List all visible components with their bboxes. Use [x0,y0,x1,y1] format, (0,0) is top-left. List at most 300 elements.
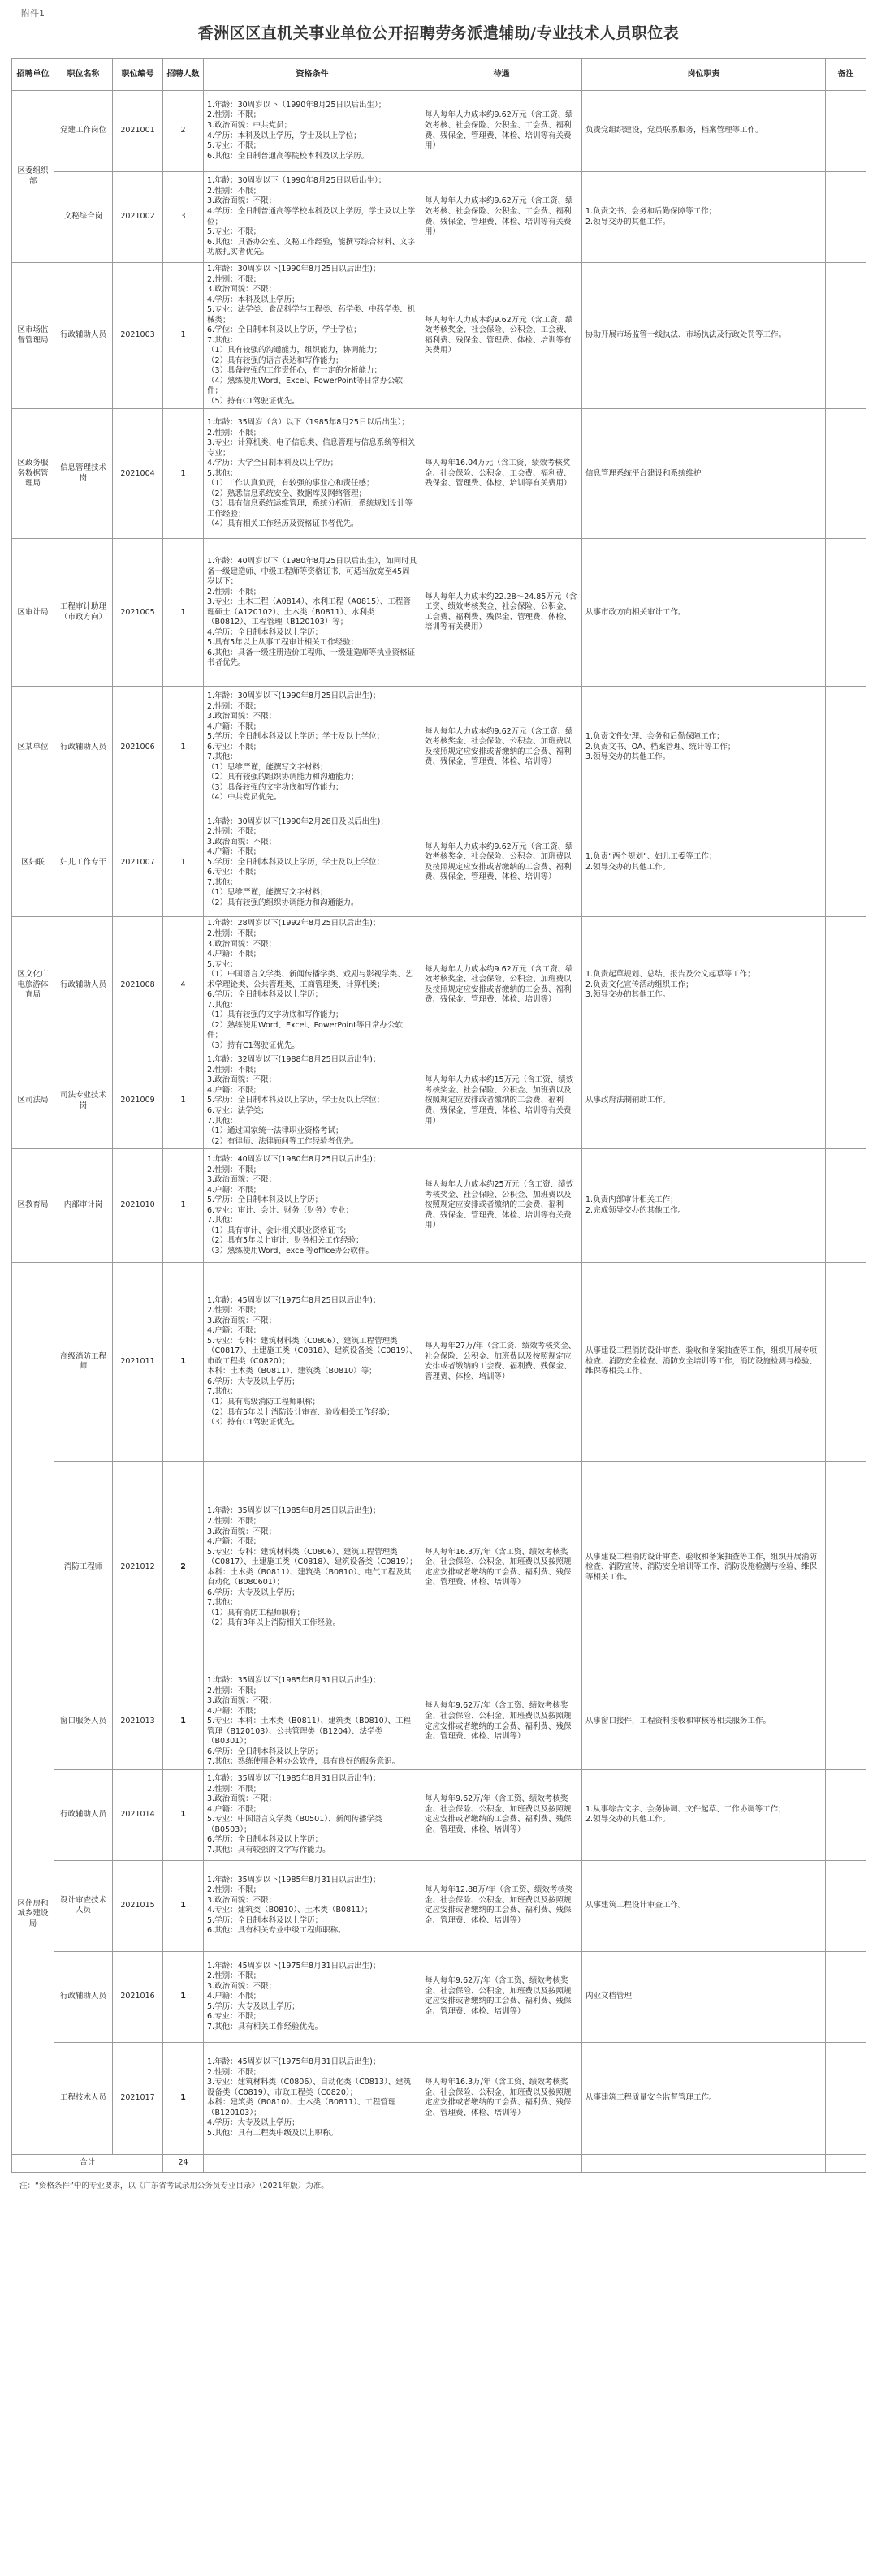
salary-cell: 每人每年12.88万/年（含工资、绩效考核奖金、社会保险、公积金、加班费以及按照规定应安排或者缴纳的工会费、福利费、残保金、管理费、体检、培训等） [421,1860,582,1951]
requirement-line: （1）具有较强的沟通能力，组织能力，协调能力； [207,346,382,355]
attachment-label: 附件1 [21,8,45,19]
requirement-line: 1.年龄：35周岁以下(1985年8月31日以后出生)； [207,1774,381,1784]
requirements-cell [204,1263,421,1462]
empty-cell [204,2154,421,2172]
requirement-line: （2）具有3年以上消防相关工作经验。 [207,1618,341,1628]
duties-cell [582,917,826,1053]
salary-cell: 每人每年16.3万/年（含工资、绩效考核奖金、社会保险、公积金、加班费以及按照规定应安排或者缴纳的工会费、福利费、残保金、管理费、体检、培训等） [421,1462,582,1674]
requirement-line: 7.其他： [207,335,238,345]
requirement-line: 2.性别：不限； [207,2067,261,2077]
requirement-line: 6.学历：大专及以上学历； [207,1376,300,1386]
duty-line: 从事建筑工程质量安全监督管理工作。 [585,2093,717,2103]
requirement-line: 2.性别：不限； [207,1306,261,1316]
salary-cell: 每人每年人力成本约9.62万元（含工资、绩效考核奖金、社会保险、公积金、加班费以及按照规定应安排或者缴纳的工会费、福利费、残保金、管理费、体检、培训等） [421,687,582,808]
requirement-line: （2）熟练使用Word、Excel、PowerPoint等日常办公软件； [207,1020,403,1040]
duty-line: 1.负责“两个规划”、妇儿工委等工作； [585,852,717,862]
duty-line: 1.负责文书、会务和后勤保障等工作； [585,206,717,216]
requirement-line: （3）具备较强的文字功底和写作能力； [207,782,343,792]
requirement-line: 4.户籍：不限； [207,1085,261,1095]
salary-cell: 每人每年人力成本约9.62万元（含工资、绩效考核、社会保险、公积金、工会费、福利费、残保金、管理费、体检、培训等有关费用） [421,91,582,172]
requirement-line: （1）具有高级消防工程师职称； [207,1397,321,1406]
remarks-cell [826,539,866,687]
remarks-cell [826,1674,866,1770]
unit-cell: 区政务服务数据管理局 [12,409,54,539]
position-code: 2021003 [113,263,163,409]
duty-line: 3.领导交办的其他工作。 [585,752,671,762]
salary-cell: 每人每年16.04万元（含工资、绩效考核奖金、社会保险、公积金、工会费、福利费、残保金、管理费、体检、培训等有关费用） [421,409,582,539]
requirement-line: 1.年龄：30周岁以下(1990年8月25日以后出生)； [207,265,381,274]
requirements-cell [204,263,421,409]
table-row [12,409,866,539]
requirement-line: 4.户籍：不限； [207,1537,261,1547]
page-title: 香洲区区直机关事业单位公开招聘劳务派遣辅助/专业技术人员职位表 [197,24,680,42]
requirements-cell [204,917,421,1053]
empty-cell [826,2154,866,2172]
requirement-line: 2.性别：不限； [207,1686,261,1695]
requirement-line: （2）有律师、法律顾问等工作经验者优先。 [207,1136,359,1146]
unit-cell: 区司法局 [12,1053,54,1149]
empty-cell [582,2154,826,2172]
requirement-line: 6.学位：全日制本科及以上学历，学士学位； [207,325,361,335]
requirement-line: 3.政治面貌：不限； [207,1527,277,1536]
position-count: 1 [163,1860,204,1951]
salary-cell: 每人每年16.3万/年（含工资、绩效考核奖金、社会保险、公积金、加班费以及按照规定应安排或者缴纳的工会费、福利费、残保金、管理费、体检、培训等） [421,2042,582,2154]
requirement-line: （1）具有较强的文字功底和写作能力； [207,1010,343,1020]
position-code: 2021007 [113,808,163,917]
requirement-line: 7.其他： [207,1000,238,1010]
requirement-line: 3.政治面貌：不限； [207,196,277,206]
requirement-line: 1.年龄：32周岁以下(1988年8月25日以后出生)； [207,1055,381,1065]
position-count: 1 [163,2042,204,2154]
position-title: 高级消防工程师 [54,1263,113,1462]
position-count: 4 [163,917,204,1053]
duty-line: 内业文档管理 [585,1992,633,2001]
requirements-cell [204,1462,421,1674]
position-code: 2021011 [113,1263,163,1462]
requirement-line: 7.其他： [207,877,238,887]
requirement-line: 4.户籍：不限； [207,722,261,731]
position-code: 2021006 [113,687,163,808]
requirement-line: 7.其他： [207,752,238,762]
duty-line: 1.从事综合文字、会务协调、文件起草、工作协调等工作； [585,1804,786,1814]
remarks-cell [826,1053,866,1149]
table-row [12,1860,866,1951]
position-title: 党建工作岗位 [54,91,113,172]
header-count: 招聘人数 [163,59,204,91]
requirement-line: 7.其他： [207,1598,238,1608]
position-title: 行政辅助人员 [54,1769,113,1860]
requirement-line: 1.年龄：35周岁以下(1985年8月31日以后出生)； [207,1676,381,1686]
duty-line: 从事建设工程消防设计审查、验收和备案抽查等工作，组织开展专项检查、消防安全检查、消防安全培训等工作，消防设施检测与检验、维保等相关工作。 [585,1346,818,1376]
position-code: 2021010 [113,1149,163,1263]
requirement-line: 4.学历：全日制普通高等学校本科及以上学历，学士及以上学位； [207,206,416,226]
requirement-line: 7.其他：具有较强的文字写作能力。 [207,1846,330,1854]
duty-line: 从事建筑工程设计审查工作。 [585,1901,686,1910]
requirement-line: 5.其他：具有工程类中级及以上职称。 [207,2129,339,2138]
requirement-line: 5.专业：本科：土木类（B0811）、建筑类（B0810）、工程管理（B120103）、公共管理类（B1204）、法学类（B0301）； [207,1717,411,1747]
requirement-line: 6.其他：全日制普通高等院校本科及以上学历。 [207,151,369,161]
table-row [12,687,866,808]
duties-cell [582,1053,826,1149]
duty-line: 2.领导交办的其他工作。 [585,1815,671,1824]
duties-cell [582,1674,826,1770]
requirement-line: 1.年龄：35周岁（含）以下（1985年8月25日以后出生）； [207,418,409,428]
duty-line: 负责党组织建设，党员联系服务，档案管理等工作。 [585,126,763,136]
duties-cell [582,1860,826,1951]
requirement-line: 3.政治面貌：不限； [207,1895,277,1905]
requirement-line: （4）熟练使用Word、Excel、PowerPoint等日常办公软件； [207,376,403,396]
unit-cell: 区教育局 [12,1149,54,1263]
position-count: 1 [163,409,204,539]
requirement-line: 2.性别：不限； [207,274,261,284]
requirements-cell [204,409,421,539]
position-title: 内部审计岗 [54,1149,113,1263]
duty-line: 信息管理系统平台建设和系统维护 [585,468,702,478]
requirement-line: 1.年龄：45周岁以下(1975年8月31日以后出生)； [207,2057,381,2067]
requirement-line: 5.学历：大专及以上学历； [207,2001,300,2011]
position-code: 2021015 [113,1860,163,1951]
requirement-line: 3.政治面貌：不限； [207,1981,277,1991]
requirements-cell [204,687,421,808]
position-count: 1 [163,1951,204,2042]
requirement-line: 1.年龄：30周岁以下（1990年8月25日以后出生）； [207,176,387,186]
position-title: 设计审查技术人员 [54,1860,113,1951]
requirement-line: 5.其他： [207,468,238,478]
requirement-line: 1.年龄：35周岁以下(1985年8月25日以后出生)； [207,1506,381,1516]
requirements-cell [204,1769,421,1860]
salary-cell: 每人每年人力成本约9.62万元（含工资、绩效考核、社会保险、公积金、工会费、福利费、残保金、管理费、体检、培训等有关费用） [421,172,582,263]
position-count: 1 [163,808,204,917]
requirement-line: 1.年龄：30周岁以下(1990年8月25日以后出生)； [207,691,381,701]
position-title: 行政辅助人员 [54,917,113,1053]
requirement-line: 4.户籍：不限； [207,950,261,959]
requirement-line: （1）通过国家统一法律职业资格考试； [207,1126,343,1136]
position-code: 2021001 [113,91,163,172]
requirement-line: （3）具备较强的工作责任心，有一定的分析能力； [207,366,382,376]
requirement-line: 4.学历：全日制本科及以上学历； [207,627,323,637]
requirement-line: 6.学历：全日制本科及以上学历； [207,1835,323,1845]
requirement-line: 5.专业：不限； [207,227,261,237]
requirement-line: 5.专业：专科：建筑材料类（C0806）、建筑工程管理类（C0817）、土建施工类（C0818）、建筑设备类（C0819）、市政工程类（C0820）； [207,1336,417,1366]
total-count: 24 [163,2154,204,2172]
position-count: 1 [163,1263,204,1462]
position-title: 文秘综合岗 [54,172,113,263]
empty-cell [421,2154,582,2172]
requirement-line: （3）持有C1驾驶证优先。 [207,1040,300,1050]
requirement-line: （3）具有信息系统运维管理，系统分析师，系统规划设计等工作经验； [207,499,413,519]
requirement-line: 3.专业：计算机类、电子信息类、信息管理与信息系统等相关专业； [207,438,416,458]
table-row [12,172,866,263]
requirement-line: 4.户籍：不限； [207,1706,261,1716]
requirement-line: 6.专业：不限； [207,742,261,752]
position-code: 2021005 [113,539,163,687]
requirement-line: 5.学历：全日制本科及以上学历，学士及以上学位； [207,857,385,867]
position-title: 行政辅助人员 [54,263,113,409]
salary-cell: 每人每年人力成本约15万元（含工资、绩效考核奖金、社会保险、公积金、加班费以及按照规定应安排或者缴纳的工会费、福利费、残保金、管理费、体检、培训等有关费用） [421,1053,582,1149]
requirement-line: 4.学历：大专及以上学历； [207,2118,300,2128]
requirement-line: 2.性别：不限； [207,110,261,120]
duty-line: 从事窗口接件，工程资料接收和审核等相关服务工作。 [585,1717,771,1726]
position-code: 2021012 [113,1462,163,1674]
requirement-line: 5.学历：全日制本科及以上学历，学士及以上学位； [207,1096,385,1105]
position-title: 窗口服务人员 [54,1674,113,1770]
remarks-cell [826,1951,866,2042]
position-count: 1 [163,1769,204,1860]
requirement-line: 2.性别：不限； [207,1885,261,1895]
requirement-line: 3.政治面貌：不限； [207,939,277,949]
position-count: 2 [163,91,204,172]
table-row [12,1149,866,1263]
duty-line: 2.完成领导交办的其他工作。 [585,1205,686,1215]
requirement-line: 1.年龄：35周岁以下(1985年8月31日以后出生)； [207,1875,381,1885]
duties-cell [582,263,826,409]
requirements-cell [204,2042,421,2154]
requirement-line: 6.专业：不限； [207,868,261,877]
duties-cell [582,409,826,539]
position-count: 1 [163,1674,204,1770]
requirement-line: 4.户籍：不限； [207,1185,261,1195]
position-title: 妇儿工作专干 [54,808,113,917]
remarks-cell [826,808,866,917]
position-code: 2021014 [113,1769,163,1860]
requirement-line: 3.政治面貌：不限； [207,1075,277,1085]
table-row [12,539,866,687]
requirement-line: 3.政治面貌：不限； [207,285,277,295]
requirement-line: 7.其他： [207,1116,238,1126]
duty-line: 从事建设工程消防设计审查、验收和备案抽查等工作，组织开展消防检查、消防宣传、消防安全培训等工作，消防设施检测与检验、维保等相关工作。 [585,1552,818,1582]
requirement-line: 3.政治面貌：不限； [207,1794,277,1804]
position-count: 1 [163,263,204,409]
position-code: 2021004 [113,409,163,539]
requirement-line: （1）思维严谨，能撰写文字材料； [207,762,328,772]
duty-line: 协助开展市场监管一线执法、市场执法及行政处罚等工作。 [585,330,787,340]
duties-cell [582,1263,826,1462]
duty-line: 从事市政方向相关审计工作。 [585,607,686,617]
requirement-line: 1.年龄：45周岁以下(1975年8月31日以后出生)； [207,1961,381,1971]
salary-cell: 每人每年人力成本约22.28～24.85万元（含工资、绩效考核奖金、社会保险、公积金、工会费、福利费、残保金、管理费、体检、培训等有关费用） [421,539,582,687]
requirement-line: 5.专业：不限； [207,141,261,151]
requirement-line: 2.性别：不限； [207,701,261,711]
requirement-line: 4.户籍：不限； [207,1992,261,2001]
remarks-cell [826,1462,866,1674]
requirement-line: 5.专业： [207,959,238,969]
duty-line: 3.领导交办的其他工作。 [585,990,671,1000]
position-title: 行政辅助人员 [54,1951,113,2042]
requirement-line: 4.户籍：不限； [207,847,261,857]
requirement-line: 6.其他：具备办公室、文秘工作经验，能撰写综合材料、文字功底扎实者优先。 [207,237,416,257]
unit-cell: 区住房和城乡建设局 [12,1674,54,2155]
requirements-cell [204,1149,421,1263]
position-count: 3 [163,172,204,263]
requirement-line: 2.性别：不限； [207,428,261,437]
duty-line: 2.负责文书、OA、档案管理、统计等工作； [585,742,736,752]
requirements-cell [204,1951,421,2042]
duty-line: 2.负责文化宣传活动组织工作； [585,980,693,989]
remarks-cell [826,2042,866,2154]
requirements-cell [204,808,421,917]
requirement-line: 4.专业：建筑类（B0810）、土木类（B0811）； [207,1906,373,1915]
duties-cell [582,539,826,687]
requirement-line: 1.年龄：45周岁以下(1975年8月25日以后出生)； [207,1295,381,1305]
requirement-line: 5.专业：法学类、食品科学与工程类、药学类、中药学类、机械类； [207,305,416,325]
duties-cell [582,91,826,172]
requirement-line: 1.年龄：30周岁以下(1990年2月28日及以后出生)； [207,816,388,826]
header-position: 职位名称 [54,59,113,91]
requirement-line: 3.政治面貌：不限； [207,1696,277,1706]
table-row [12,1053,866,1149]
requirement-line: 6.学历：全日制本科及以上学历； [207,1747,323,1756]
position-count: 1 [163,687,204,808]
requirement-line: 6.专业：法学类； [207,1106,269,1115]
duties-cell [582,1462,826,1674]
requirement-line: 2.性别：不限； [207,1971,261,1981]
table-row [12,1769,866,1860]
position-title: 工程技术人员 [54,2042,113,2154]
requirement-line: 6.专业：不限； [207,2012,261,2022]
requirement-line: 3.专业：建筑材料类（C0806）、自动化类（C0813）、建筑设备类（C0819）、市政工程类（C0820）； [207,2078,412,2097]
requirement-line: （2）具有较强的组织协调能力和沟通能力。 [207,898,359,907]
remarks-cell [826,263,866,409]
requirements-cell [204,1674,421,1770]
requirement-line: 2.性别：不限； [207,1065,261,1075]
requirement-line: 5.具有5年以上从事工程审计相关工作经验； [207,638,359,648]
header-unit: 招聘单位 [12,59,54,91]
positions-table [11,58,866,2173]
table-row [12,808,866,917]
position-count: 1 [163,1053,204,1149]
table-row [12,1674,866,1770]
salary-cell: 每人每年人力成本约25万元（含工资、绩效考核奖金、社会保险、公积金、加班费以及按照规定应安排或者缴纳的工会费、福利费、残保金、管理费、体检、培训等有关费用） [421,1149,582,1263]
salary-cell: 每人每年27万/年（含工资、绩效考核奖金、社会保险、公积金、加班费以及按照规定应安排或者缴纳的工会费、福利费、残保金、管理费、体检、培训等） [421,1263,582,1462]
header-code: 职位编号 [113,59,163,91]
position-code: 2021008 [113,917,163,1053]
requirement-line: 5.学历：全日制本科及以上学历；学士及以上学位； [207,732,385,742]
requirement-line: 2.性别：不限； [207,587,261,597]
position-title: 行政辅助人员 [54,687,113,808]
footnote: 注：“资格条件”中的专业要求，以《广东省考试录用公务员专业目录》（2021年版）为准。 [19,2182,329,2190]
requirement-line: （4）中共党员优先。 [207,793,282,803]
salary-cell: 每人每年人力成本约9.62万元（含工资、绩效考核奖金、社会保险、公积金、加班费以及按照规定应安排或者缴纳的工会费、福利费、残保金、管理费、体检、培训等） [421,917,582,1053]
table-row [12,917,866,1053]
header-row [12,59,866,91]
requirement-line: （1）中国语言文学类、新闻传播学类、戏剧与影视学类、艺术学理论类、公共管理类、工商管理类、计算机类； [207,970,413,989]
position-count: 2 [163,1462,204,1674]
requirement-line: 4.学历：本科及以上学历； [207,295,300,304]
requirement-line: 2.性别：不限； [207,186,261,196]
remarks-cell [826,917,866,1053]
requirements-cell [204,1053,421,1149]
requirement-line: 1.年龄：40周岁以下（1980年8月25日以后出生），如同时具备一级建造师、中级工程师等资格证书，可适当放宽至45周岁以下； [207,557,417,587]
duties-cell [582,1769,826,1860]
requirement-line: 3.政治面貌：不限； [207,1175,277,1185]
header-requirements: 资格条件 [204,59,421,91]
table-row [12,1951,866,2042]
duty-line: 从事政府法制辅助工作。 [585,1096,671,1105]
duty-line: 1.负责起草规划、总结、报告及公文起草等工作； [585,970,755,980]
position-code: 2021016 [113,1951,163,2042]
requirement-line: 6.学历：全日制本科及以上学历； [207,990,323,1000]
requirement-line: 6.学历：大专及以上学历； [207,1587,300,1597]
remarks-cell [826,409,866,539]
requirement-line: 4.户籍：不限； [207,1326,261,1336]
requirement-line: 6.其他：具有相关专业中级工程师职称。 [207,1926,346,1936]
total-label: 合计 [12,2154,163,2172]
position-code: 2021002 [113,172,163,263]
duties-cell [582,1149,826,1263]
header-duties: 岗位职责 [582,59,826,91]
requirement-line: 1.年龄：28周岁以下(1992年8月25日以后出生)； [207,919,381,928]
requirement-line: （2）具有5年以上审计、财务相关工作经验； [207,1236,364,1246]
requirement-line: 本科：建筑类（B0810）、土木类（B0811）、工程管理（B120103）； [207,2098,396,2117]
remarks-cell [826,1860,866,1951]
remarks-cell [826,172,866,263]
duties-cell [582,1951,826,2042]
requirement-line: （1）具有审计、会计相关职业资格证书； [207,1226,352,1235]
remarks-cell [826,1263,866,1462]
requirement-line: 2.性别：不限； [207,928,261,938]
remarks-cell [826,91,866,172]
requirement-line: （4）具有相关工作经历及资格证书者优先。 [207,519,359,529]
position-code: 2021017 [113,2042,163,2154]
requirement-line: 5.学历：全日制本科及以上学历； [207,1915,323,1925]
unit-cell: 区某单位 [12,687,54,808]
unit-cell [12,1263,54,1674]
requirement-line: 3.政治面貌：不限； [207,837,277,846]
salary-cell: 每人每年9.62万/年（含工资、绩效考核奖金、社会保险、公积金、加班费以及按照规定应安排或者缴纳的工会费、福利费、残保金、管理费、体检、培训等） [421,1769,582,1860]
position-title: 工程审计助理（市政方向） [54,539,113,687]
unit-cell: 区委组织部 [12,91,54,263]
requirement-line: 7.其他： [207,1387,238,1397]
salary-cell: 每人每年9.62万/年（含工资、绩效考核奖金、社会保险、公积金、加班费以及按照规定应安排或者缴纳的工会费、福利费、残保金、管理费、体检、培训等） [421,1674,582,1770]
salary-cell: 每人每年9.62万/年（含工资、绩效考核奖金、社会保险、公积金、加班费以及按照规定应安排或者缴纳的工会费、福利费、残保金、管理费、体检、培训等） [421,1951,582,2042]
position-title: 消防工程师 [54,1462,113,1674]
requirement-line: 4.学历：本科及以上学历，学士及以上学位； [207,131,361,140]
requirement-line: 2.性别：不限； [207,1165,261,1174]
requirement-line: 5.专业：专科：建筑材料类（C0806）、建筑工程管理类（C0817）、土建施工类（C0818）、建筑设备类（C0819）； [207,1547,417,1567]
table-row [12,1263,866,1462]
position-title: 司法专业技术岗 [54,1053,113,1149]
duty-line: 1.负责内部审计相关工作； [585,1195,678,1205]
duty-line: 2.领导交办的其他工作。 [585,217,671,226]
duties-cell [582,808,826,917]
requirement-line: 本科：土木类（B0811）、建筑类（B0810）等； [207,1367,377,1376]
requirement-line: （3）持有C1驾驶证优先。 [207,1418,300,1428]
unit-cell: 区妇联 [12,808,54,917]
table-row [12,2042,866,2154]
requirement-line: 4.户籍：不限； [207,1804,261,1814]
requirement-line: （1）思维严谨，能撰写文字材料； [207,888,328,898]
unit-cell: 区文化广电旅游体育局 [12,917,54,1053]
requirement-line: 4.学历：大学全日制本科及以上学历； [207,459,339,468]
salary-cell: 每人每年人力成本约9.62万元（含工资、绩效考核奖金、社会保险、公积金、工会费、福利费、残保金、管理费、体检、培训等有关费用） [421,263,582,409]
requirement-line: 3.政治面貌：不限； [207,1316,277,1325]
remarks-cell [826,1149,866,1263]
position-count: 1 [163,539,204,687]
requirement-line: 1.年龄：30周岁以下（1990年8月25日以后出生）； [207,100,387,110]
requirement-line: 2.性别：不限； [207,1516,261,1526]
table-row [12,263,866,409]
requirement-line: 1.年龄：40周岁以下(1980年8月25日以后出生)； [207,1154,381,1164]
remarks-cell [826,687,866,808]
requirement-line: （2）熟悉信息系统安全、数据库及网络管理； [207,489,367,498]
requirement-line: 7.其他：熟练使用各种办公软件，具有良好的服务意识。 [207,1757,400,1767]
duties-cell [582,687,826,808]
requirement-line: 2.性别：不限； [207,827,261,837]
requirement-line: （2）具有5年以上消防设计审查、验收相关工作经验； [207,1407,395,1417]
table-row [12,1462,866,1674]
requirement-line: 3.专业：土木工程（A0814）、水利工程（A0815）、工程管理硕士（A120102）、土木类（B0811）、水利类（B0812）、工程管理（B120103）等； [207,597,411,627]
requirements-cell [204,539,421,687]
